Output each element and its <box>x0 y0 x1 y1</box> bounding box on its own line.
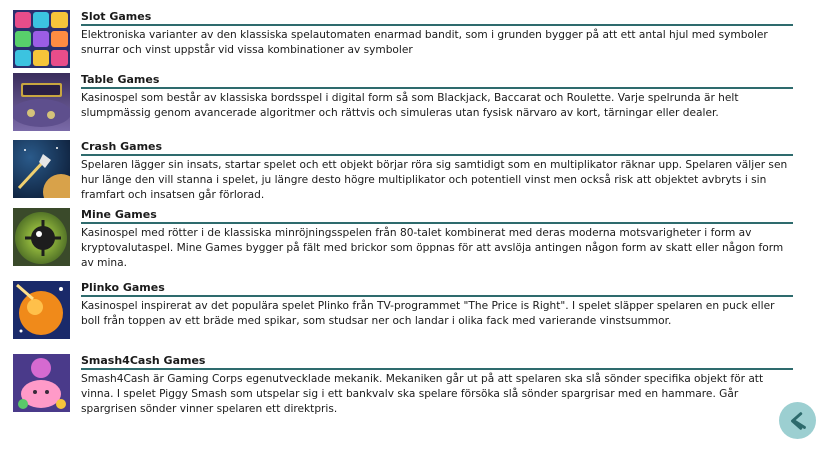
crash-games-thumbnail <box>13 140 70 198</box>
list-item-plinko-games <box>13 279 793 352</box>
list-item-slot-games <box>13 8 793 71</box>
item-title: Plinko Games <box>81 279 793 297</box>
item-description: Kasinospel som består av klassiska bordsspel i digital form så som Blackjack, Baccarat och Roulette. Varje spelrunda är helt slumpmässig genom avancerade algoritmer och rättvis och simuleras utan fysisk närvaro av kort, tärningar eller dealer. <box>81 92 739 119</box>
item-description: Smash4Cash är Gaming Corps egenutvecklade mekanik. Mekaniken går ut på att spelaren ska slå sönder specifika objekt för att vinna. I spelet Piggy Smash som utspelar sig i ett bankvalv ska spelare försöka slå sönder spargrisar med en hammare. Går spargrisen sönder vinner spelaren ett direktpris. <box>81 373 764 415</box>
list-item-crash-games <box>13 138 793 206</box>
back-arrow-icon <box>787 410 809 432</box>
item-title: Slot Games <box>81 8 793 26</box>
game-category-list <box>13 8 793 414</box>
plinko-games-thumbnail <box>13 281 70 339</box>
item-description: Kasinospel med rötter i de klassiska minröjningsspelen från 80-talet kombinerat med deras moderna motsvarigheter i form av kryptovalutaspel. Mine Games bygger på fält med brickor som öppnas för att avslöja antingen någon form av skatt eller någon form av mina. <box>81 227 784 269</box>
item-title: Table Games <box>81 71 793 89</box>
item-title: Smash4Cash Games <box>81 352 793 370</box>
item-title: Mine Games <box>81 206 793 224</box>
item-description: Elektroniska varianter av den klassiska spelautomaten enarmad bandit, som i grunden bygger på att ett antal hjul med symboler snurrar och vinst uppstår vid vissa kombinationer av symboler <box>81 29 768 56</box>
mine-games-thumbnail <box>13 208 70 266</box>
list-item-table-games <box>13 71 793 138</box>
item-description: Kasinospel inspirerat av det populära spelet Plinko från TV-programmet "The Price is Right". I spelet släpper spelaren en puck eller boll från toppen av ett bräde med spikar, som studsar ner och landar i olika fack med varierande vinstsummor. <box>81 300 775 327</box>
back-button[interactable] <box>779 402 816 439</box>
table-games-thumbnail <box>13 73 70 131</box>
item-description: Spelaren lägger sin insats, startar spelet och ett objekt börjar röra sig samtidigt som en multiplikator räknar upp. Spelaren väljer sen hur länge den vill stanna i spelet, ju längre desto högre multiplikator och potentiell vinst men också risk att objektet avbryts i sin framfart och insatsen går förlorad. <box>81 159 788 201</box>
slot-games-thumbnail <box>13 10 70 68</box>
item-title: Crash Games <box>81 138 793 156</box>
list-item-mine-games <box>13 206 793 279</box>
smash4cash-games-thumbnail <box>13 354 70 412</box>
list-item-smash4cash-games <box>13 352 793 414</box>
